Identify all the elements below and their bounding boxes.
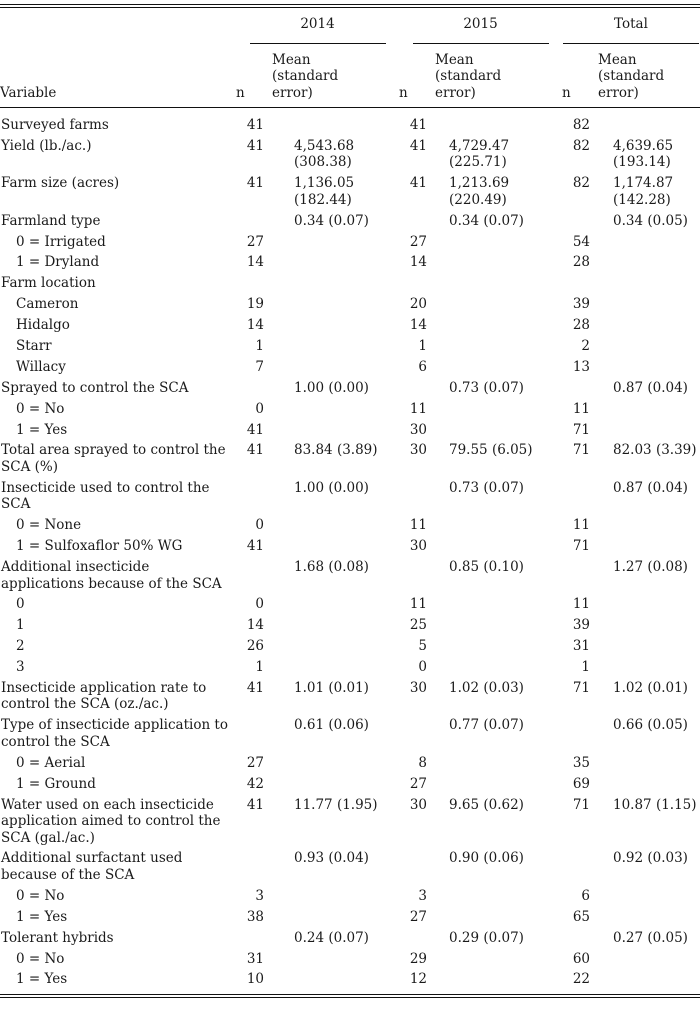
mean-column-header-total: Mean (standard error) [598,51,665,101]
n-cell-2015 [399,557,429,594]
table-row [0,848,700,885]
n-cell-2014 [236,848,266,885]
variable-cell: 0 [16,596,25,613]
n-cell-2015: 25 [409,617,427,634]
summary-statistics-table [0,8,700,994]
table-row [0,211,700,232]
n-cell-2014: 10 [246,971,264,988]
n-cell-2014: 1 [255,659,264,676]
mean-cell-2014 [266,294,399,315]
n-cell-2014 [236,378,266,399]
variable-cell: Farm location [1,275,96,292]
n-cell-2014: 0 [255,517,264,534]
n-cell-2015 [399,848,429,885]
table-row [0,420,700,441]
n-cell-total: 22 [572,971,590,988]
mean-cell-2014 [266,594,399,615]
n-cell-total: 69 [572,775,590,792]
mean-cell-2014 [266,657,399,678]
variable-cell: Farmland type [1,212,101,229]
mean-cell-2015 [429,907,562,928]
variable-cell: Type of insecticide application to control the SCA [1,717,228,750]
table-row [0,536,700,557]
mean-cell-total [592,636,700,657]
table-row [0,273,700,294]
n-cell-2014: 41 [246,137,264,154]
n-cell-total: 65 [572,908,590,925]
n-cell-2014 [236,928,266,949]
mean-cell-total [592,108,700,136]
n-cell-2015: 11 [409,517,427,534]
n-cell-2014 [236,273,266,294]
n-cell-2015: 30 [409,538,427,555]
mean-cell-total [592,420,700,441]
mean-cell-2014 [266,273,399,294]
mean-cell-2014 [266,969,399,994]
table-row [0,795,700,849]
year-header-2015: 2015 [413,16,549,44]
n-cell-2014: 41 [246,421,264,438]
mean-cell-2014: 1.01 (0.01) [294,679,369,696]
n-cell-total [562,478,592,515]
mean-cell-2015 [429,594,562,615]
n-cell-2015: 41 [409,137,427,154]
mean-cell-2015 [429,969,562,994]
n-cell-2015 [399,378,429,399]
mean-cell-2015: 9.65 (0.62) [449,796,524,813]
table-row [0,594,700,615]
variable-cell: Starr [16,338,52,355]
mean-cell-2014: 0.61 (0.06) [294,717,369,734]
table-row [0,907,700,928]
variable-cell: 0 = Irrigated [16,233,106,250]
n-cell-total: 71 [572,679,590,696]
mean-cell-2015: 0.90 (0.06) [449,850,524,867]
n-cell-2014: 3 [255,887,264,904]
mean-cell-2014 [266,636,399,657]
n-cell-2015 [399,273,429,294]
mean-cell-2015 [429,949,562,970]
variable-cell: Insecticide application rate to control the SCA (oz./ac.) [1,679,207,713]
n-cell-total: 11 [572,596,590,613]
n-cell-2015: 29 [409,950,427,967]
table-row [0,108,700,136]
mean-cell-2015: 4,729.47 (225.71) [449,137,510,171]
mean-cell-2015 [429,886,562,907]
mean-cell-2014: 1.68 (0.08) [294,559,369,576]
n-cell-2014: 41 [246,175,264,192]
mean-cell-2015 [429,273,562,294]
mean-column-header-2015: Mean (standard error) [435,51,502,101]
year-header-row [0,8,700,52]
mean-cell-total [592,886,700,907]
variable-cell: 1 = Dryland [16,254,100,271]
mean-cell-total: 1.02 (0.01) [613,679,688,696]
variable-cell: Total area sprayed to control the SCA (%) [1,442,226,475]
n-cell-2014 [236,478,266,515]
n-cell-2015: 41 [409,117,427,133]
table-row [0,636,700,657]
mean-cell-2014 [266,232,399,253]
mean-cell-2015: 0.34 (0.07) [449,212,524,229]
n-cell-total: 82 [572,137,590,154]
mean-cell-2015: 79.55 (6.05) [449,442,533,459]
mean-cell-2015 [429,294,562,315]
n-cell-total: 11 [572,400,590,417]
mean-cell-2014 [266,252,399,273]
table-row [0,357,700,378]
n-cell-2014: 7 [255,358,264,375]
n-cell-2015 [399,211,429,232]
n-cell-2015: 1 [418,338,427,355]
variable-cell: 1 = Ground [16,775,96,792]
n-cell-2015: 30 [409,421,427,438]
mean-cell-total [592,232,700,253]
mean-cell-total [592,315,700,336]
mean-cell-2014 [266,907,399,928]
variable-cell: Hidalgo [16,317,70,334]
mean-cell-2014 [266,886,399,907]
n-column-header-2015: n [399,84,408,101]
n-cell-2014: 26 [246,638,264,655]
mean-cell-total [592,336,700,357]
variable-cell: 1 = Yes [16,908,68,925]
mean-cell-2014: 1,136.05 (182.44) [294,175,355,208]
mean-cell-2014: 0.34 (0.07) [294,212,369,229]
mean-cell-total [592,536,700,557]
mean-cell-total: 0.34 (0.05) [613,212,688,229]
variable-cell: Tolerant hybrids [1,929,114,946]
mean-cell-total: 0.87 (0.04) [613,379,688,396]
n-cell-2014: 41 [246,117,264,133]
mean-cell-total [592,515,700,536]
table-row [0,252,700,273]
variable-cell: 0 = None [16,517,82,534]
n-cell-total: 60 [572,950,590,967]
table-row [0,615,700,636]
mean-cell-2015 [429,657,562,678]
mean-cell-2014 [266,399,399,420]
n-cell-total: 71 [572,421,590,438]
mean-cell-2015: 0.73 (0.07) [449,479,524,496]
n-cell-2014: 31 [246,950,264,967]
variable-cell: Sprayed to control the SCA [1,379,189,396]
mean-cell-2014 [266,515,399,536]
n-cell-2015: 3 [418,887,427,904]
table-row [0,886,700,907]
n-cell-total: 82 [572,117,590,133]
mean-cell-total [592,753,700,774]
year-header-2014: 2014 [250,16,386,44]
table-row [0,774,700,795]
n-cell-2014: 41 [246,538,264,555]
n-cell-2015: 5 [418,638,427,655]
n-cell-total: 11 [572,517,590,534]
mean-cell-2015 [429,420,562,441]
n-cell-2015: 0 [418,659,427,676]
mean-cell-2015 [429,315,562,336]
n-cell-2014: 0 [255,400,264,417]
n-cell-2015: 12 [409,971,427,988]
mean-cell-total: 0.87 (0.04) [613,479,688,496]
n-cell-2014: 42 [246,775,264,792]
mean-cell-total [592,594,700,615]
n-cell-2014: 41 [246,796,264,813]
table-row [0,657,700,678]
mean-cell-2015: 1,213.69 (220.49) [449,175,510,208]
mean-cell-2015 [429,336,562,357]
mean-cell-2014: 1.00 (0.00) [294,479,369,496]
table-row [0,928,700,949]
n-cell-2014: 19 [246,296,264,313]
n-cell-2015: 27 [409,908,427,925]
variable-cell: 0 = No [16,400,65,417]
mean-cell-total [592,615,700,636]
column-header-row [0,52,700,108]
n-cell-2015: 8 [418,754,427,771]
mean-cell-total [592,399,700,420]
table-row [0,336,700,357]
n-cell-2014 [236,715,266,752]
n-cell-total: 2 [581,338,590,355]
mean-cell-total [592,294,700,315]
variable-cell: 0 = Aerial [16,754,86,771]
mean-cell-2015 [429,232,562,253]
variable-cell: Additional insecticide applications because of the SCA [1,559,222,592]
variable-cell: 1 = Sulfoxaflor 50% WG [16,538,183,555]
n-cell-2015: 14 [409,317,427,334]
table-row [0,753,700,774]
n-cell-2014: 0 [255,596,264,613]
mean-cell-2015 [429,399,562,420]
n-cell-total: 1 [581,659,590,676]
n-cell-total: 39 [572,296,590,313]
table-row [0,715,700,752]
table-row [0,232,700,253]
n-cell-total: 28 [572,317,590,334]
variable-column-header: Variable [0,84,57,101]
mean-cell-total: 82.03 (3.39) [613,442,697,459]
mean-cell-2014 [266,315,399,336]
mean-cell-total: 0.92 (0.03) [613,850,688,867]
n-cell-total: 82 [572,175,590,192]
n-cell-total: 28 [572,254,590,271]
mean-cell-total [592,273,700,294]
mean-cell-2014 [266,774,399,795]
mean-cell-2014: 4,543.68 (308.38) [294,137,355,171]
n-cell-total [562,848,592,885]
n-cell-2015 [399,715,429,752]
n-cell-2015: 30 [409,442,427,459]
variable-cell: 3 [16,659,25,676]
n-cell-2014: 38 [246,908,264,925]
mean-cell-total: 0.27 (0.05) [613,929,688,946]
n-cell-2014: 27 [246,233,264,250]
table-row [0,294,700,315]
n-cell-2015 [399,478,429,515]
mean-cell-total: 1.27 (0.08) [613,559,688,576]
mean-cell-total [592,907,700,928]
n-cell-2015: 27 [409,233,427,250]
table-body [0,108,700,994]
variable-cell: 2 [16,638,25,655]
n-cell-total: 54 [572,233,590,250]
table-row [0,515,700,536]
n-cell-total: 35 [572,754,590,771]
n-cell-total: 71 [572,442,590,459]
mean-cell-2014: 0.24 (0.07) [294,929,369,946]
mean-cell-2015: 0.85 (0.10) [449,559,524,576]
mean-cell-2015 [429,357,562,378]
mean-cell-total: 4,639.65 (193.14) [613,137,674,171]
mean-cell-total [592,969,700,994]
table-row [0,399,700,420]
n-cell-2015: 6 [418,358,427,375]
variable-cell: Additional surfactant used because of the SCA [1,850,183,883]
n-cell-2015: 27 [409,775,427,792]
n-cell-2014: 1 [255,338,264,355]
table-row [0,949,700,970]
variable-cell: Cameron [16,296,79,313]
variable-cell: Willacy [16,358,66,375]
n-cell-total: 13 [572,358,590,375]
n-cell-2015: 11 [409,400,427,417]
n-cell-total [562,715,592,752]
table-row [0,557,700,594]
mean-cell-2014 [266,420,399,441]
mean-cell-total [592,357,700,378]
variable-cell: Yield (lb./ac.) [1,137,92,154]
n-cell-total [562,557,592,594]
table-row [0,969,700,994]
n-cell-total [562,211,592,232]
mean-cell-2014: 1.00 (0.00) [294,379,369,396]
n-cell-2015: 30 [409,796,427,813]
variable-cell: Water used on each insecticide application aimed to control the SCA (gal./ac.) [1,796,221,846]
mean-cell-2015 [429,774,562,795]
table-row [0,173,700,210]
n-cell-2014: 14 [246,254,264,271]
table-row [0,478,700,515]
year-header-total: Total [563,16,699,44]
mean-cell-total [592,949,700,970]
bottom-double-rule [0,994,700,998]
mean-cell-2015 [429,753,562,774]
variable-cell: 0 = No [16,950,65,967]
mean-cell-2014 [266,949,399,970]
n-cell-2014 [236,211,266,232]
table-row [0,136,700,173]
n-cell-2015: 20 [409,296,427,313]
mean-cell-2015: 0.77 (0.07) [449,717,524,734]
variable-cell: 1 = Yes [16,971,68,988]
n-cell-2014: 14 [246,317,264,334]
variable-cell: Surveyed farms [1,117,109,133]
mean-cell-total [592,774,700,795]
n-column-header-2014: n [236,84,245,101]
variable-cell: Farm size (acres) [1,175,120,192]
mean-cell-2015: 1.02 (0.03) [449,679,524,696]
n-cell-total: 39 [572,617,590,634]
mean-cell-2014 [266,753,399,774]
n-cell-2014 [236,557,266,594]
n-cell-2015 [399,928,429,949]
mean-column-header-2014: Mean (standard error) [272,51,339,101]
n-cell-total: 71 [572,796,590,813]
mean-cell-2015: 0.73 (0.07) [449,379,524,396]
variable-cell: 1 = Yes [16,421,68,438]
mean-cell-2014: 83.84 (3.89) [294,442,378,459]
mean-cell-2015: 0.29 (0.07) [449,929,524,946]
table-row [0,440,700,477]
mean-cell-2014 [266,536,399,557]
mean-cell-total: 0.66 (0.05) [613,717,688,734]
n-cell-2014: 14 [246,617,264,634]
n-cell-2014: 41 [246,442,264,459]
mean-cell-2014 [266,615,399,636]
mean-cell-2015 [429,252,562,273]
n-cell-total [562,928,592,949]
table-row [0,315,700,336]
n-cell-total [562,378,592,399]
n-column-header-total: n [562,84,571,101]
mean-cell-total [592,657,700,678]
mean-cell-2014 [266,357,399,378]
mean-cell-2015 [429,636,562,657]
mean-cell-2015 [429,108,562,136]
table-row [0,378,700,399]
n-cell-total: 6 [581,887,590,904]
n-cell-2014: 27 [246,754,264,771]
variable-cell: 1 [16,617,25,634]
table-row [0,678,700,715]
n-cell-2015: 14 [409,254,427,271]
mean-cell-2014: 0.93 (0.04) [294,850,369,867]
variable-cell: 0 = No [16,887,65,904]
mean-cell-2015 [429,615,562,636]
mean-cell-2014 [266,336,399,357]
mean-cell-total: 1,174.87 (142.28) [613,175,674,208]
n-cell-2015: 41 [409,175,427,192]
mean-cell-2015 [429,536,562,557]
n-cell-total [562,273,592,294]
mean-cell-2014: 11.77 (1.95) [294,796,378,813]
variable-cell: Insecticide used to control the SCA [1,479,210,513]
n-cell-2014: 41 [246,679,264,696]
n-cell-total: 31 [572,638,590,655]
n-cell-2015: 30 [409,679,427,696]
mean-cell-total [592,252,700,273]
mean-cell-total: 10.87 (1.15) [613,796,697,813]
mean-cell-2015 [429,515,562,536]
n-cell-total: 71 [572,538,590,555]
mean-cell-2014 [266,108,399,136]
n-cell-2015: 11 [409,596,427,613]
